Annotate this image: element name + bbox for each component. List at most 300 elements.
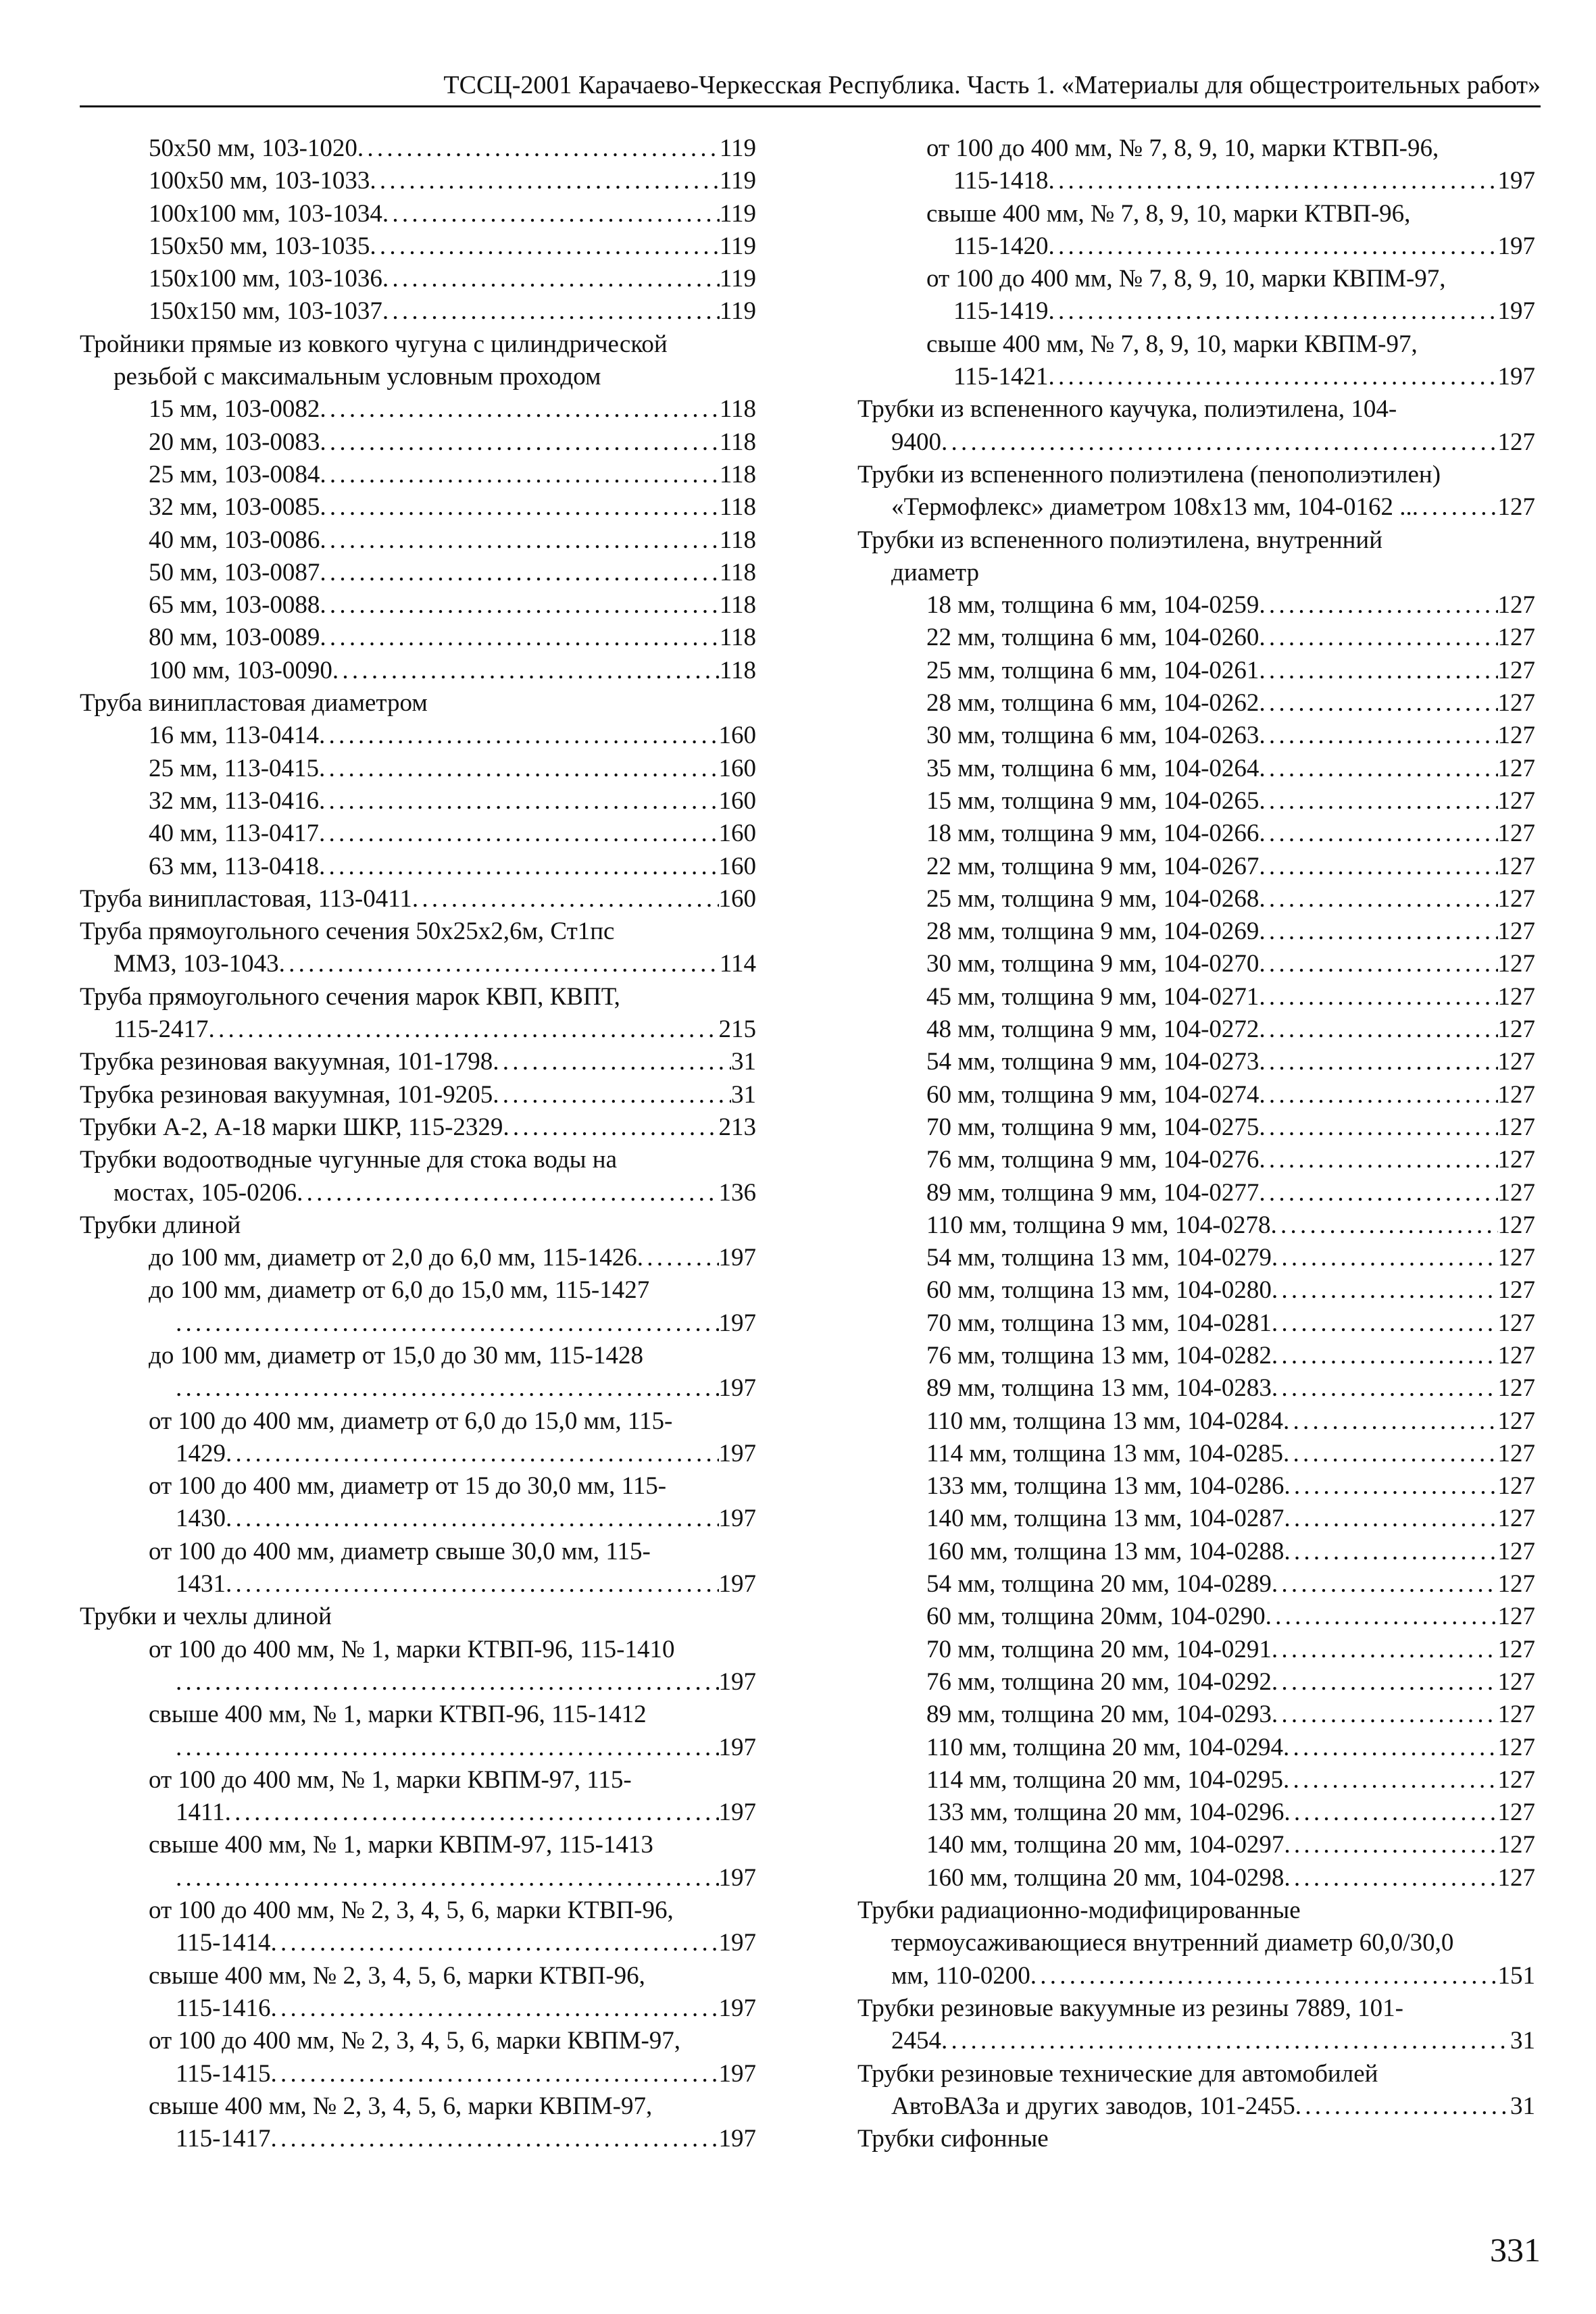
page-reference: 118 [719, 624, 756, 652]
index-entry-lead-line [149, 426, 756, 459]
page-reference: 31 [1510, 2027, 1535, 2055]
index-entry-text: 1431 [176, 1570, 226, 1599]
index-entry-text: 54 мм, толщина 13 мм, 104-0279 [926, 1244, 1272, 1272]
index-entry [857, 1992, 1535, 2058]
index-entry-lead-line [926, 720, 1535, 752]
index-entry [80, 230, 756, 263]
index-entry-text: 45 мм, толщина 9 мм, 104-0271 [926, 982, 1260, 1011]
index-entry [857, 1796, 1535, 1829]
index-entry-text: 150х50 мм, 103-1035 [149, 232, 370, 260]
index-entry-lead-line [926, 1699, 1535, 1731]
index-entry-lead-line [926, 1634, 1535, 1666]
dot-leader [1259, 687, 1497, 720]
index-entry-lead-line [149, 263, 756, 295]
index-entry [80, 622, 756, 654]
index-entry [857, 2058, 1535, 2123]
dot-leader [332, 655, 720, 687]
index-entry-lead-line [926, 1340, 1535, 1372]
dot-leader [382, 198, 720, 230]
index-entry-lead-line [80, 1046, 756, 1078]
index-entry-text: Труба прямоугольного сечения 50х25х2,6м, Ст1пс [80, 917, 615, 946]
index-entry [857, 1111, 1535, 1144]
index-entry-text: от 100 до 400 мм, диаметр свыше 30,0 мм, 115- [149, 1537, 651, 1565]
index-entry-text: 16 мм, 113-0414 [149, 722, 320, 750]
index-entry [857, 1764, 1535, 1796]
index-entry [80, 132, 756, 165]
page-reference: 127 [1497, 1244, 1535, 1272]
page-reference: 197 [1497, 232, 1535, 260]
page-reference: 127 [1497, 656, 1535, 684]
index-entry-text: резьбой с максимальным условным проходом [114, 363, 601, 391]
index-entry [80, 1829, 756, 1894]
dot-leader [370, 230, 719, 263]
page-reference: 127 [1497, 1863, 1535, 1892]
page-reference: 127 [1497, 852, 1535, 880]
index-entry [80, 459, 756, 491]
index-entry-lead-line [926, 883, 1535, 915]
index-entry [80, 1209, 756, 1242]
index-entry-lead-line [149, 198, 756, 230]
page-reference: 127 [1497, 1765, 1535, 1794]
page-reference: 127 [1497, 1015, 1535, 1044]
index-entry [80, 557, 756, 589]
dot-leader [320, 557, 719, 589]
index-entry-text: 28 мм, толщина 9 мм, 104-0269 [926, 917, 1260, 946]
index-entry-text: 9400 [891, 428, 941, 456]
page-reference: 118 [719, 656, 756, 684]
index-entry-text: диаметр [891, 558, 980, 586]
page-reference: 197 [1497, 167, 1535, 195]
page-reference: 160 [718, 786, 756, 815]
index-entry [857, 622, 1535, 654]
index-entry [80, 981, 756, 1047]
dot-leader [279, 948, 720, 980]
index-entry-text: 30 мм, толщина 9 мм, 104-0270 [926, 950, 1260, 978]
page-reference: 31 [731, 1048, 756, 1076]
dot-leader [1284, 1503, 1497, 1535]
index-entry-lead-line [926, 1013, 1535, 1046]
dot-leader [412, 883, 719, 915]
index-entry-text: Трубки водоотводные чугунные для стока воды на [80, 1146, 618, 1174]
index-entry [80, 328, 756, 394]
page-reference: 119 [719, 297, 756, 326]
dot-leader [270, 2123, 718, 2155]
index-entry-lead-line [149, 1242, 756, 1274]
index-entry-lead-line [149, 1307, 756, 1340]
index-entry [857, 948, 1535, 980]
page-reference: 114 [719, 950, 756, 978]
index-entry-lead-line [926, 1177, 1535, 1209]
dot-leader [1259, 1144, 1497, 1176]
index-entry-text: Трубки резиновые вакуумные из резины 7889, 101- [857, 1994, 1403, 2022]
index-entry-text: 32 мм, 103-0085 [149, 493, 320, 522]
dot-leader [1284, 1536, 1497, 1568]
index-entry-text: 89 мм, толщина 13 мм, 104-0283 [926, 1374, 1272, 1403]
index-entry [80, 1764, 756, 1830]
dot-leader [370, 165, 719, 197]
index-entry-lead-line [149, 2123, 756, 2155]
index-entry [80, 1340, 756, 1405]
index-entry-text: 18 мм, толщина 6 мм, 104-0259 [926, 591, 1260, 620]
page-reference: 118 [719, 591, 756, 620]
index-entry-lead-line [926, 1862, 1535, 1894]
page-reference: 127 [1497, 1799, 1535, 1827]
index-entry-lead-line [926, 589, 1535, 622]
dot-leader [1259, 1046, 1497, 1078]
index-entry-text: Трубки резиновые технические для автомобилей [857, 2059, 1378, 2088]
dot-leader [225, 1796, 719, 1829]
index-entry [80, 2025, 756, 2090]
index-entry-lead-line [149, 1796, 756, 1829]
index-entry [857, 1307, 1535, 1340]
index-entry-lead-line [149, 1666, 756, 1699]
index-entry-lead-line [926, 1829, 1535, 1861]
index-entry-text: 54 мм, толщина 9 мм, 104-0273 [926, 1048, 1260, 1076]
running-header: ТССЦ-2001 Карачаево-Черкесская Республика. Часть 1. «Материалы для общестроительных работ» [80, 65, 1541, 107]
index-entry [857, 1536, 1535, 1568]
index-entry-lead-line [926, 1732, 1535, 1764]
page-reference: 213 [718, 1113, 756, 1141]
index-entry-lead-line [926, 1536, 1535, 1568]
page-reference: 197 [1497, 363, 1535, 391]
index-entry [80, 1536, 756, 1601]
index-entry [80, 753, 756, 785]
index-entry [857, 981, 1535, 1013]
index-entry-lead-line [926, 1144, 1535, 1176]
dot-leader [357, 132, 720, 165]
index-entry-lead-line [149, 753, 756, 785]
page-reference: 197 [718, 1439, 756, 1467]
page-reference: 127 [1497, 1667, 1535, 1696]
page-reference: 197 [718, 1309, 756, 1337]
page-reference: 160 [718, 884, 756, 913]
index-entry-text: 160 мм, толщина 20 мм, 104-0298 [926, 1863, 1285, 1892]
index-entry [80, 883, 756, 915]
page-reference: 127 [1497, 982, 1535, 1011]
index-entry [80, 165, 756, 197]
dot-leader [176, 1307, 719, 1340]
index-entry [857, 1862, 1535, 1894]
index-entry-lead-line [149, 524, 756, 557]
index-entry-lead-line [926, 1111, 1535, 1144]
page-reference: 136 [718, 1178, 756, 1207]
index-entry-text: 1429 [176, 1439, 226, 1467]
index-entry-text: 2454 [891, 2027, 941, 2055]
dot-leader [297, 1177, 718, 1209]
page-reference: 127 [1497, 1341, 1535, 1369]
dot-leader [941, 2025, 1510, 2057]
index-entry-text: 50 мм, 103-0087 [149, 558, 320, 586]
index-entry-text: 76 мм, толщина 9 мм, 104-0276 [926, 1146, 1260, 1174]
dot-leader [1259, 655, 1497, 687]
page-reference: 31 [1510, 2092, 1535, 2120]
index-entry-text: Трубки и чехлы длиной [80, 1603, 332, 1631]
page-reference: 127 [1497, 1472, 1535, 1501]
page-reference: 127 [1497, 1701, 1535, 1729]
dot-leader [1272, 1666, 1498, 1699]
dot-leader [320, 426, 719, 459]
index-entry [857, 1601, 1535, 1633]
index-entry [857, 1405, 1535, 1438]
index-entry-text: Труба винипластовая, 113-0411 [80, 884, 412, 913]
index-entry-lead-line [149, 589, 756, 622]
index-entry [80, 915, 756, 981]
dot-leader [1259, 589, 1497, 622]
index-entry-text: от 100 до 400 мм, диаметр от 6,0 до 15,0 мм, 115- [149, 1407, 673, 1435]
index-entry-text: 76 мм, толщина 20 мм, 104-0292 [926, 1667, 1272, 1696]
index-entry [80, 524, 756, 557]
index-entry-lead-line [926, 1438, 1535, 1470]
dot-leader [1283, 1438, 1497, 1470]
dot-leader [1412, 491, 1498, 524]
page-reference: 127 [1497, 1439, 1535, 1467]
dot-leader [503, 1111, 718, 1144]
dot-leader [1283, 1732, 1497, 1764]
index-entry [857, 1046, 1535, 1078]
index-entry [857, 1144, 1535, 1176]
index-entry-text: 133 мм, толщина 20 мм, 104-0296 [926, 1799, 1285, 1827]
index-entry-text: от 100 до 400 мм, № 1, марки КВПМ-97, 115- [149, 1765, 632, 1794]
dot-leader [319, 720, 718, 752]
dot-leader [320, 393, 719, 426]
index-entry-text: 30 мм, толщина 6 мм, 104-0263 [926, 722, 1260, 750]
index-entry-lead-line [926, 851, 1535, 883]
index-entry [857, 655, 1535, 687]
index-entry-lead-line [80, 948, 756, 980]
dot-leader [270, 1992, 718, 2025]
index-entry-text: 70 мм, толщина 13 мм, 104-0281 [926, 1309, 1272, 1337]
index-entry-text: 50х50 мм, 103-1020 [149, 134, 357, 162]
index-entry-text: 60 мм, толщина 20мм, 104-0290 [926, 1603, 1266, 1631]
index-entry [80, 393, 756, 426]
index-entry-lead-line [149, 1927, 756, 1959]
index-entry [80, 1699, 756, 1764]
index-entry-lead-line [857, 426, 1535, 459]
dot-leader [1259, 753, 1497, 785]
index-entry [80, 198, 756, 230]
page-reference: 127 [1497, 1603, 1535, 1631]
index-entry-lead-line [926, 1666, 1535, 1699]
index-entry [857, 2123, 1535, 2155]
dot-leader [1259, 1079, 1497, 1111]
dot-leader [226, 1568, 719, 1601]
index-entry-text: свыше 400 мм, № 1, марки КТВП-96, 115-1412 [149, 1701, 647, 1729]
index-entry-text: 1430 [176, 1505, 226, 1533]
index-entry [80, 1894, 756, 1960]
index-entry [857, 1829, 1535, 1861]
page-reference: 197 [718, 1505, 756, 1533]
page-reference: 127 [1497, 1048, 1535, 1076]
index-entry-text: 80 мм, 103-0089 [149, 624, 320, 652]
index-entry-text: 35 мм, толщина 6 мм, 104-0264 [926, 754, 1260, 782]
index-entry-text: от 100 до 400 мм, № 2, 3, 4, 5, 6, марки КТВП-96, [149, 1896, 674, 1925]
index-entry-text: Трубки А-2, А-18 марки ШКР, 115-2329 [80, 1113, 503, 1141]
page-reference: 197 [718, 1733, 756, 1761]
index-entry [857, 720, 1535, 752]
index-entry-text: 115-1420 [953, 232, 1049, 260]
index-entry-text: свыше 400 мм, № 7, 8, 9, 10, марки КТВП-96, [926, 199, 1411, 228]
index-entry-text: 160 мм, толщина 13 мм, 104-0288 [926, 1537, 1285, 1565]
page-reference: 118 [719, 460, 756, 488]
index-entry [857, 328, 1535, 394]
index-entry-lead-line [857, 2025, 1535, 2057]
index-entry-text: Трубки из вспененного полиэтилена (пенополиэтилен) [857, 460, 1441, 488]
index-entry-text: свыше 400 мм, № 7, 8, 9, 10, марки КВПМ-97, [926, 330, 1418, 358]
page-reference: 119 [719, 199, 756, 228]
index-entry [857, 1894, 1535, 1992]
page-reference: 197 [718, 1244, 756, 1272]
index-entry-lead-line [926, 1470, 1535, 1503]
page-reference: 119 [719, 167, 756, 195]
index-entry [80, 1274, 756, 1340]
dot-leader [319, 818, 718, 850]
dot-leader [1272, 1568, 1498, 1601]
dot-leader [1283, 1405, 1497, 1438]
index-entry-lead-line [926, 1307, 1535, 1340]
index-entry [80, 1601, 756, 1633]
index-entry-lead-line [149, 1568, 756, 1601]
index-entry-lead-line [857, 1960, 1535, 1992]
dot-leader [1259, 1177, 1497, 1209]
page-reference: 127 [1497, 1146, 1535, 1174]
index-entry-text: Трубки радиационно-модифицированные [857, 1896, 1301, 1925]
page-reference: 127 [1497, 689, 1535, 718]
index-entry-lead-line [149, 785, 756, 818]
index-entry-text: до 100 мм, диаметр от 15,0 до 30 мм, 115-1428 [149, 1341, 643, 1369]
index-entry-lead-line [926, 687, 1535, 720]
dot-leader [1259, 1111, 1497, 1144]
dot-leader [1259, 883, 1497, 915]
index-entry-lead-line [80, 1079, 756, 1111]
index-entry [857, 1372, 1535, 1405]
index-entry-lead-line [926, 655, 1535, 687]
index-entry [857, 393, 1535, 459]
index-entry-text: свыше 400 мм, № 1, марки КВПМ-97, 115-1413 [149, 1831, 653, 1859]
index-entry-lead-line [926, 1568, 1535, 1601]
index-entry-text: 65 мм, 103-0088 [149, 591, 320, 620]
index-entry-text: 20 мм, 103-0083 [149, 428, 320, 456]
dot-leader [1272, 1274, 1498, 1307]
index-entry [80, 1144, 756, 1209]
index-entry-text: от 100 до 400 мм, диаметр от 15 до 30,0 мм, 115- [149, 1472, 667, 1501]
index-entry [857, 1699, 1535, 1731]
dot-leader [1272, 1340, 1498, 1372]
index-entry-text: 70 мм, толщина 9 мм, 104-0275 [926, 1113, 1260, 1141]
index-entry-lead-line [926, 1405, 1535, 1438]
page-reference: 197 [718, 2125, 756, 2153]
index-entry-lead-line [149, 230, 756, 263]
dot-leader [1272, 1242, 1498, 1274]
index-entry-text: от 100 до 400 мм, № 2, 3, 4, 5, 6, марки КВПМ-97, [149, 2027, 681, 2055]
index-entry [80, 295, 756, 328]
index-entry [857, 524, 1535, 590]
page-reference: 127 [1497, 722, 1535, 750]
index-entry [857, 753, 1535, 785]
index-entry-text: Труба винипластовая диаметром [80, 689, 428, 718]
dot-leader [1283, 1764, 1497, 1796]
index-entry-text: 32 мм, 113-0416 [149, 786, 320, 815]
page-reference: 197 [1497, 297, 1535, 326]
index-entry-text: 40 мм, 113-0417 [149, 820, 320, 848]
index-entry-lead-line [926, 785, 1535, 818]
index-entry [857, 687, 1535, 720]
index-entry-lead-line [149, 655, 756, 687]
page-reference: 160 [718, 754, 756, 782]
index-entry [857, 263, 1535, 328]
index-entry-lead-line [857, 2090, 1535, 2123]
dot-leader [320, 524, 719, 557]
index-entry-text: 25 мм, толщина 6 мм, 104-0261 [926, 656, 1260, 684]
dot-leader [320, 459, 719, 491]
index-entry [80, 1960, 756, 2026]
index-entry-text: мм, 110-0200 [891, 1961, 1030, 1990]
index-entry-lead-line [149, 1992, 756, 2025]
index-entry [857, 785, 1535, 818]
index-entry-text: АвтоВАЗа и других заводов, 101-2455 [891, 2092, 1295, 2120]
page-reference: 127 [1497, 1407, 1535, 1435]
index-entry-lead-line [926, 1503, 1535, 1535]
dot-leader [319, 785, 718, 818]
page-reference: 127 [1497, 1178, 1535, 1207]
index-entry-lead-line [926, 1242, 1535, 1274]
page-reference: 160 [718, 820, 756, 848]
index-entry [80, 1046, 756, 1078]
index-entry [857, 1438, 1535, 1470]
index-entry-text: «Термофлекс» диаметром 108х13 мм, 104-0162 .. [891, 493, 1412, 522]
dot-leader [176, 1862, 719, 1894]
index-entry-text: от 100 до 400 мм, № 7, 8, 9, 10, марки КВПМ-97, [926, 265, 1446, 293]
index-entry [857, 1177, 1535, 1209]
index-entry-text: Тройники прямые из ковкого чугуна с цилиндрической [80, 330, 668, 358]
page-reference: 31 [731, 1080, 756, 1109]
index-entry [857, 915, 1535, 948]
index-entry-text: Трубки из вспененного каучука, полиэтилена, 104- [857, 395, 1397, 424]
index-entry-text: 76 мм, толщина 13 мм, 104-0282 [926, 1341, 1272, 1369]
index-entry [80, 655, 756, 687]
dot-leader [319, 851, 718, 883]
page-reference: 151 [1497, 1961, 1535, 1990]
dot-leader [320, 622, 719, 654]
page-reference: 127 [1497, 1374, 1535, 1403]
index-entry-text: Трубки длиной [80, 1211, 241, 1239]
index-entry-text: свыше 400 мм, № 2, 3, 4, 5, 6, марки КТВП-96, [149, 1961, 645, 1990]
index-entry-lead-line [926, 1209, 1535, 1242]
index-entry-lead-line [149, 557, 756, 589]
index-entry-text: 110 мм, толщина 13 мм, 104-0284 [926, 1407, 1284, 1435]
page-reference: 197 [718, 1929, 756, 1957]
page-reference: 127 [1497, 884, 1535, 913]
index-entry-lead-line [149, 295, 756, 328]
page-reference: 127 [1497, 1831, 1535, 1859]
index-entry-lead-line [80, 1111, 756, 1144]
page-reference: 127 [1497, 1309, 1535, 1337]
index-entry-lead-line [149, 2058, 756, 2090]
dot-leader [176, 1372, 719, 1405]
dot-leader [1048, 230, 1497, 263]
index-entry-text: 63 мм, 113-0418 [149, 852, 320, 880]
index-entry-text: 100 мм, 103-0090 [149, 656, 332, 684]
index-entry [857, 1732, 1535, 1764]
index-entry-text: Трубка резиновая вакуумная, 101-9205 [80, 1080, 493, 1109]
index-entry [80, 851, 756, 883]
index-entry-lead-line [926, 1079, 1535, 1111]
index-entry-text: термоусаживающиеся внутренний диаметр 60,0/30,0 [891, 1929, 1454, 1957]
index-entry [80, 589, 756, 622]
page-number: 331 [1490, 2231, 1541, 2269]
page-reference: 127 [1497, 1505, 1535, 1533]
dot-leader [1259, 1013, 1497, 1046]
index-entry-lead-line [149, 1372, 756, 1405]
